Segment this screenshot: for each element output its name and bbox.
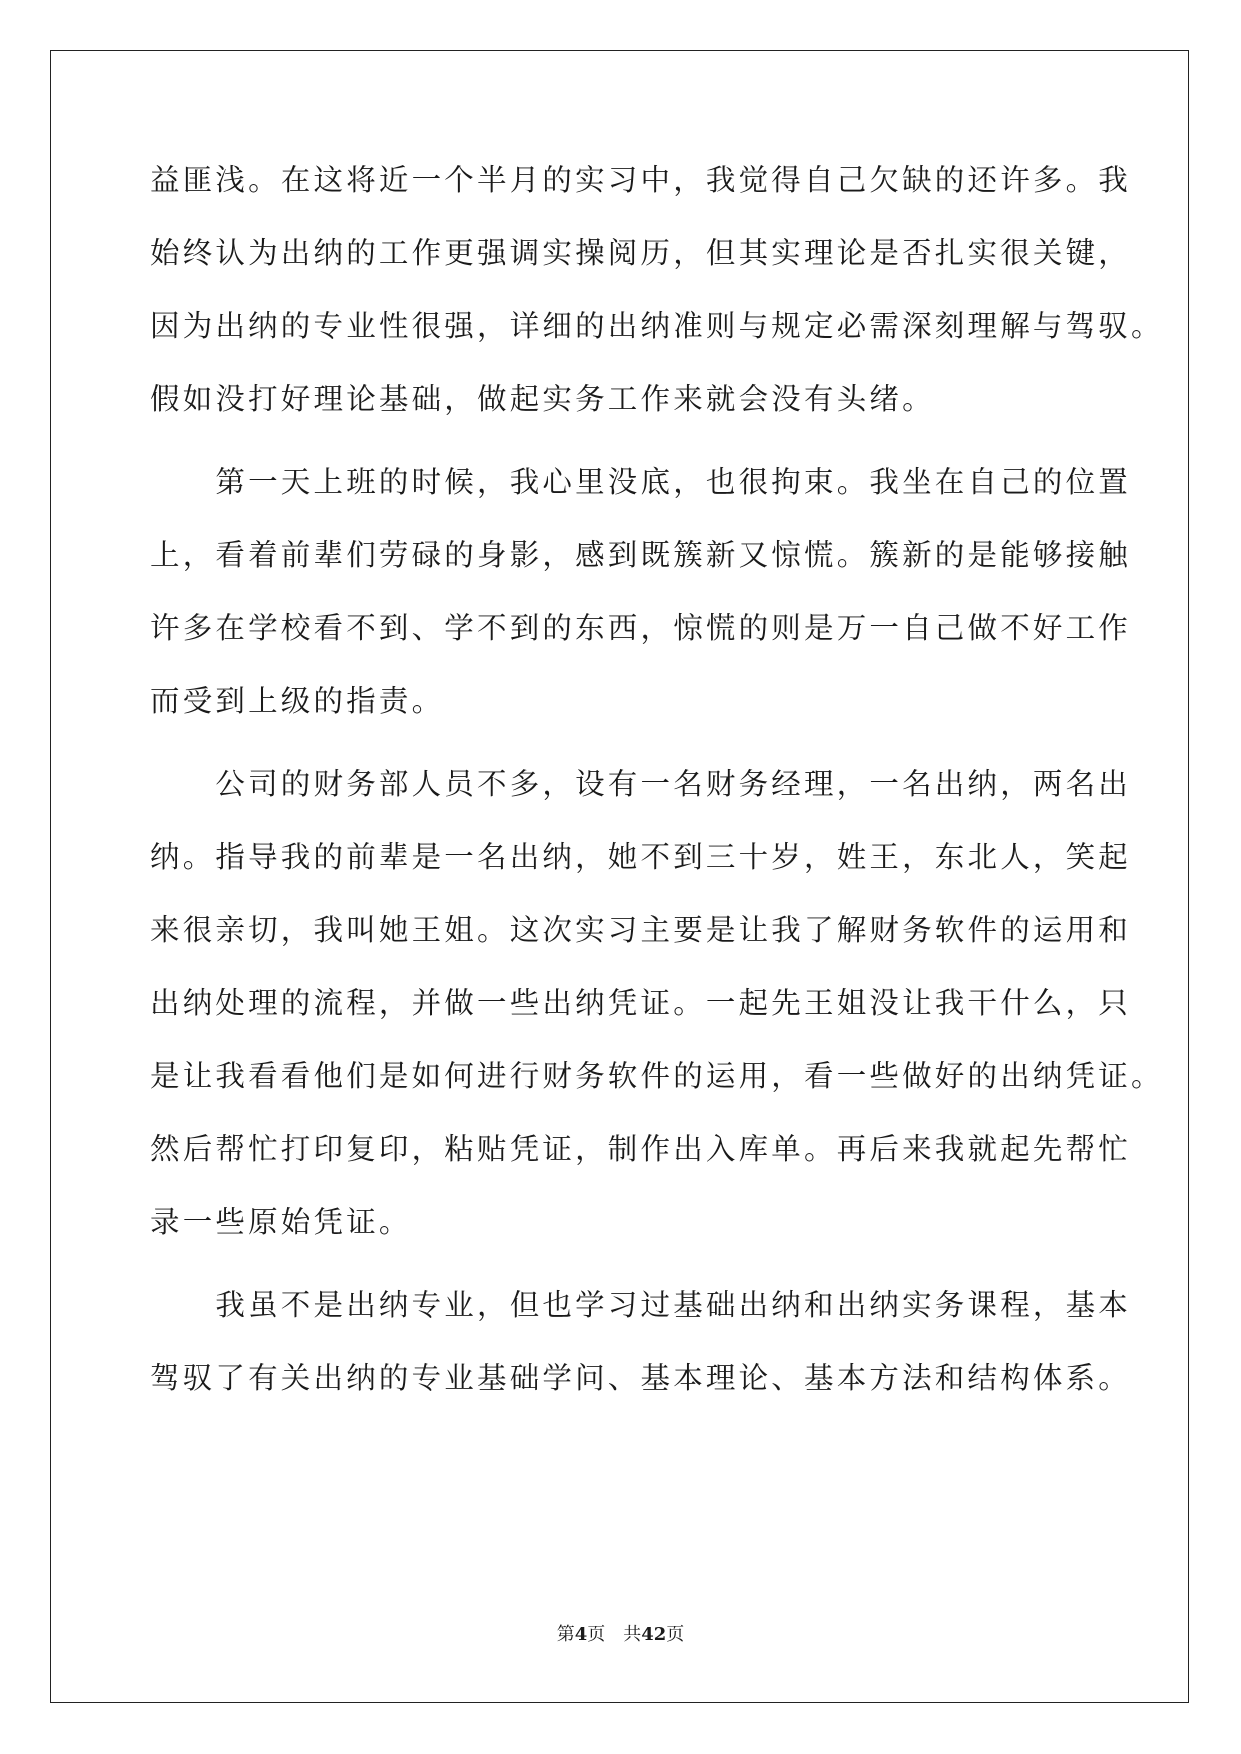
- text-line: 驾驭了有关出纳的专业基础学问、基本理论、基本方法和结构体系。: [150, 1361, 1132, 1395]
- text-line: 录一些原始凭证。: [150, 1205, 412, 1239]
- text-line: 出纳处理的流程，并做一些出纳凭证。一起先王姐没让我干什么，只: [150, 986, 1132, 1020]
- page-prefix: 第: [556, 1624, 575, 1645]
- page-suffix: 页: [587, 1624, 606, 1645]
- total-suffix: 页: [666, 1624, 685, 1645]
- total-prefix: 共: [623, 1624, 642, 1645]
- text-line: 因为出纳的专业性很强，详细的出纳准则与规定必需深刻理解与驾驭。: [150, 309, 1164, 343]
- text-line: 第一天上班的时候，我心里没底，也很拘束。我坐在自己的位置: [150, 465, 1132, 499]
- text-line: 而受到上级的指责。: [150, 684, 445, 718]
- text-line: 益匪浅。在这将近一个半月的实习中，我觉得自己欠缺的还许多。我: [150, 163, 1132, 197]
- text-line: 始终认为出纳的工作更强调实操阅历，但其实理论是否扎实很关键，: [150, 236, 1132, 270]
- text-line: 假如没打好理论基础，做起实务工作来就会没有头绪。: [150, 382, 935, 416]
- text-line: 上，看着前辈们劳碌的身影，感到既簇新又惊慌。簇新的是能够接触: [150, 538, 1132, 572]
- text-line: 纳。指导我的前辈是一名出纳，她不到三十岁，姓王，东北人，笑起: [150, 840, 1132, 874]
- text-line: 是让我看看他们是如何进行财务软件的运用，看一些做好的出纳凭证。: [150, 1059, 1164, 1093]
- text-line: 我虽不是出纳专业，但也学习过基础出纳和出纳实务课程，基本: [150, 1288, 1132, 1322]
- text-line: 许多在学校看不到、学不到的东西，惊慌的则是万一自己做不好工作: [150, 611, 1132, 645]
- text-line: 公司的财务部人员不多，设有一名财务经理，一名出纳，两名出: [150, 767, 1132, 801]
- page-number: 4: [574, 1624, 588, 1645]
- total-pages: 42: [641, 1624, 667, 1645]
- page-footer: [0, 1620, 1241, 1646]
- text-line: 来很亲切，我叫她王姐。这次实习主要是让我了解财务软件的运用和: [150, 913, 1132, 947]
- text-line: 然后帮忙打印复印，粘贴凭证，制作出入库单。再后来我就起先帮忙: [150, 1132, 1132, 1166]
